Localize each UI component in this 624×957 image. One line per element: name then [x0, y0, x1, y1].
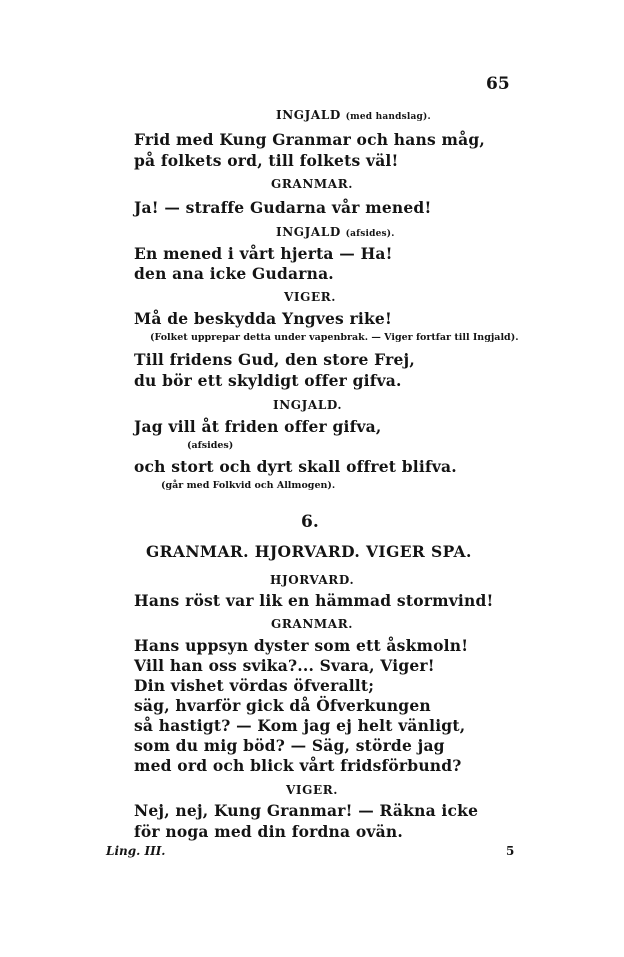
sheet-number: 5 — [506, 844, 515, 858]
verse-line: för noga med din fordna ovän. — [134, 822, 403, 841]
speaker-ingjald: INGJALD (med handslag). — [276, 108, 431, 122]
speaker-hjorvard: HJORVARD. — [270, 573, 355, 587]
verse-line: Hans uppsyn dyster som ett åskmoln! — [134, 636, 469, 655]
stage-direction: (Folket upprepar detta under vapenbrak. — Viger fortfar till Ingjald). — [150, 332, 519, 343]
speaker-viger: VIGER. — [284, 290, 337, 304]
signature-mark: Ling. III. — [106, 844, 166, 858]
verse-line: du bör ett skyldigt offer gifva. — [134, 371, 402, 390]
scene-number: 6. — [301, 512, 319, 532]
verse-line: säg, hvarför gick då Öfverkungen — [134, 696, 431, 715]
verse-line: den ana icke Gudarna. — [134, 264, 334, 283]
verse-line: Ja! — straffe Gudarna vår mened! — [134, 198, 432, 217]
speaker-ingjald: INGJALD. — [273, 398, 343, 412]
verse-line: Frid med Kung Granmar och hans måg, — [134, 130, 485, 149]
speaker-ingjald: INGJALD (afsides). — [276, 225, 395, 239]
verse-line: som du mig böd? — Säg, störde jag — [134, 736, 445, 755]
verse-line: med ord och blick vårt fridsförbund? — [134, 756, 462, 775]
speaker-granmar: GRANMAR. — [271, 177, 354, 191]
verse-line: En mened i vårt hjerta — Ha! — [134, 244, 393, 263]
verse-line: Jag vill åt friden offer gifva, — [134, 417, 382, 436]
scene-characters: GRANMAR. HJORVARD. VIGER SPA. — [146, 542, 472, 561]
verse-line: Må de beskydda Yngves rike! — [134, 309, 393, 328]
speaker-viger: VIGER. — [286, 783, 339, 797]
verse-line: Hans röst var lik en hämmad stormvind! — [134, 591, 494, 610]
verse-line: Till fridens Gud, den store Frej, — [134, 350, 415, 369]
stage-direction: (afsides). — [345, 229, 395, 239]
verse-line: Din vishet vördas öfverallt; — [134, 676, 375, 695]
stage-direction: (går med Folkvid och Allmogen). — [161, 480, 336, 491]
verse-line: så hastigt? — Kom jag ej helt vänligt, — [134, 716, 466, 735]
stage-direction: (med handslag). — [345, 112, 431, 122]
verse-line: på folkets ord, till folkets väl! — [134, 151, 399, 170]
speaker-granmar: GRANMAR. — [271, 617, 354, 631]
page-number: 65 — [486, 74, 510, 94]
verse-line: Nej, nej, Kung Granmar! — Räkna icke — [134, 801, 479, 820]
verse-line: Vill han oss svika?... Svara, Viger! — [134, 656, 435, 675]
stage-direction: (afsides) — [187, 440, 234, 451]
verse-line: och stort och dyrt skall offret blifva. — [134, 457, 457, 476]
